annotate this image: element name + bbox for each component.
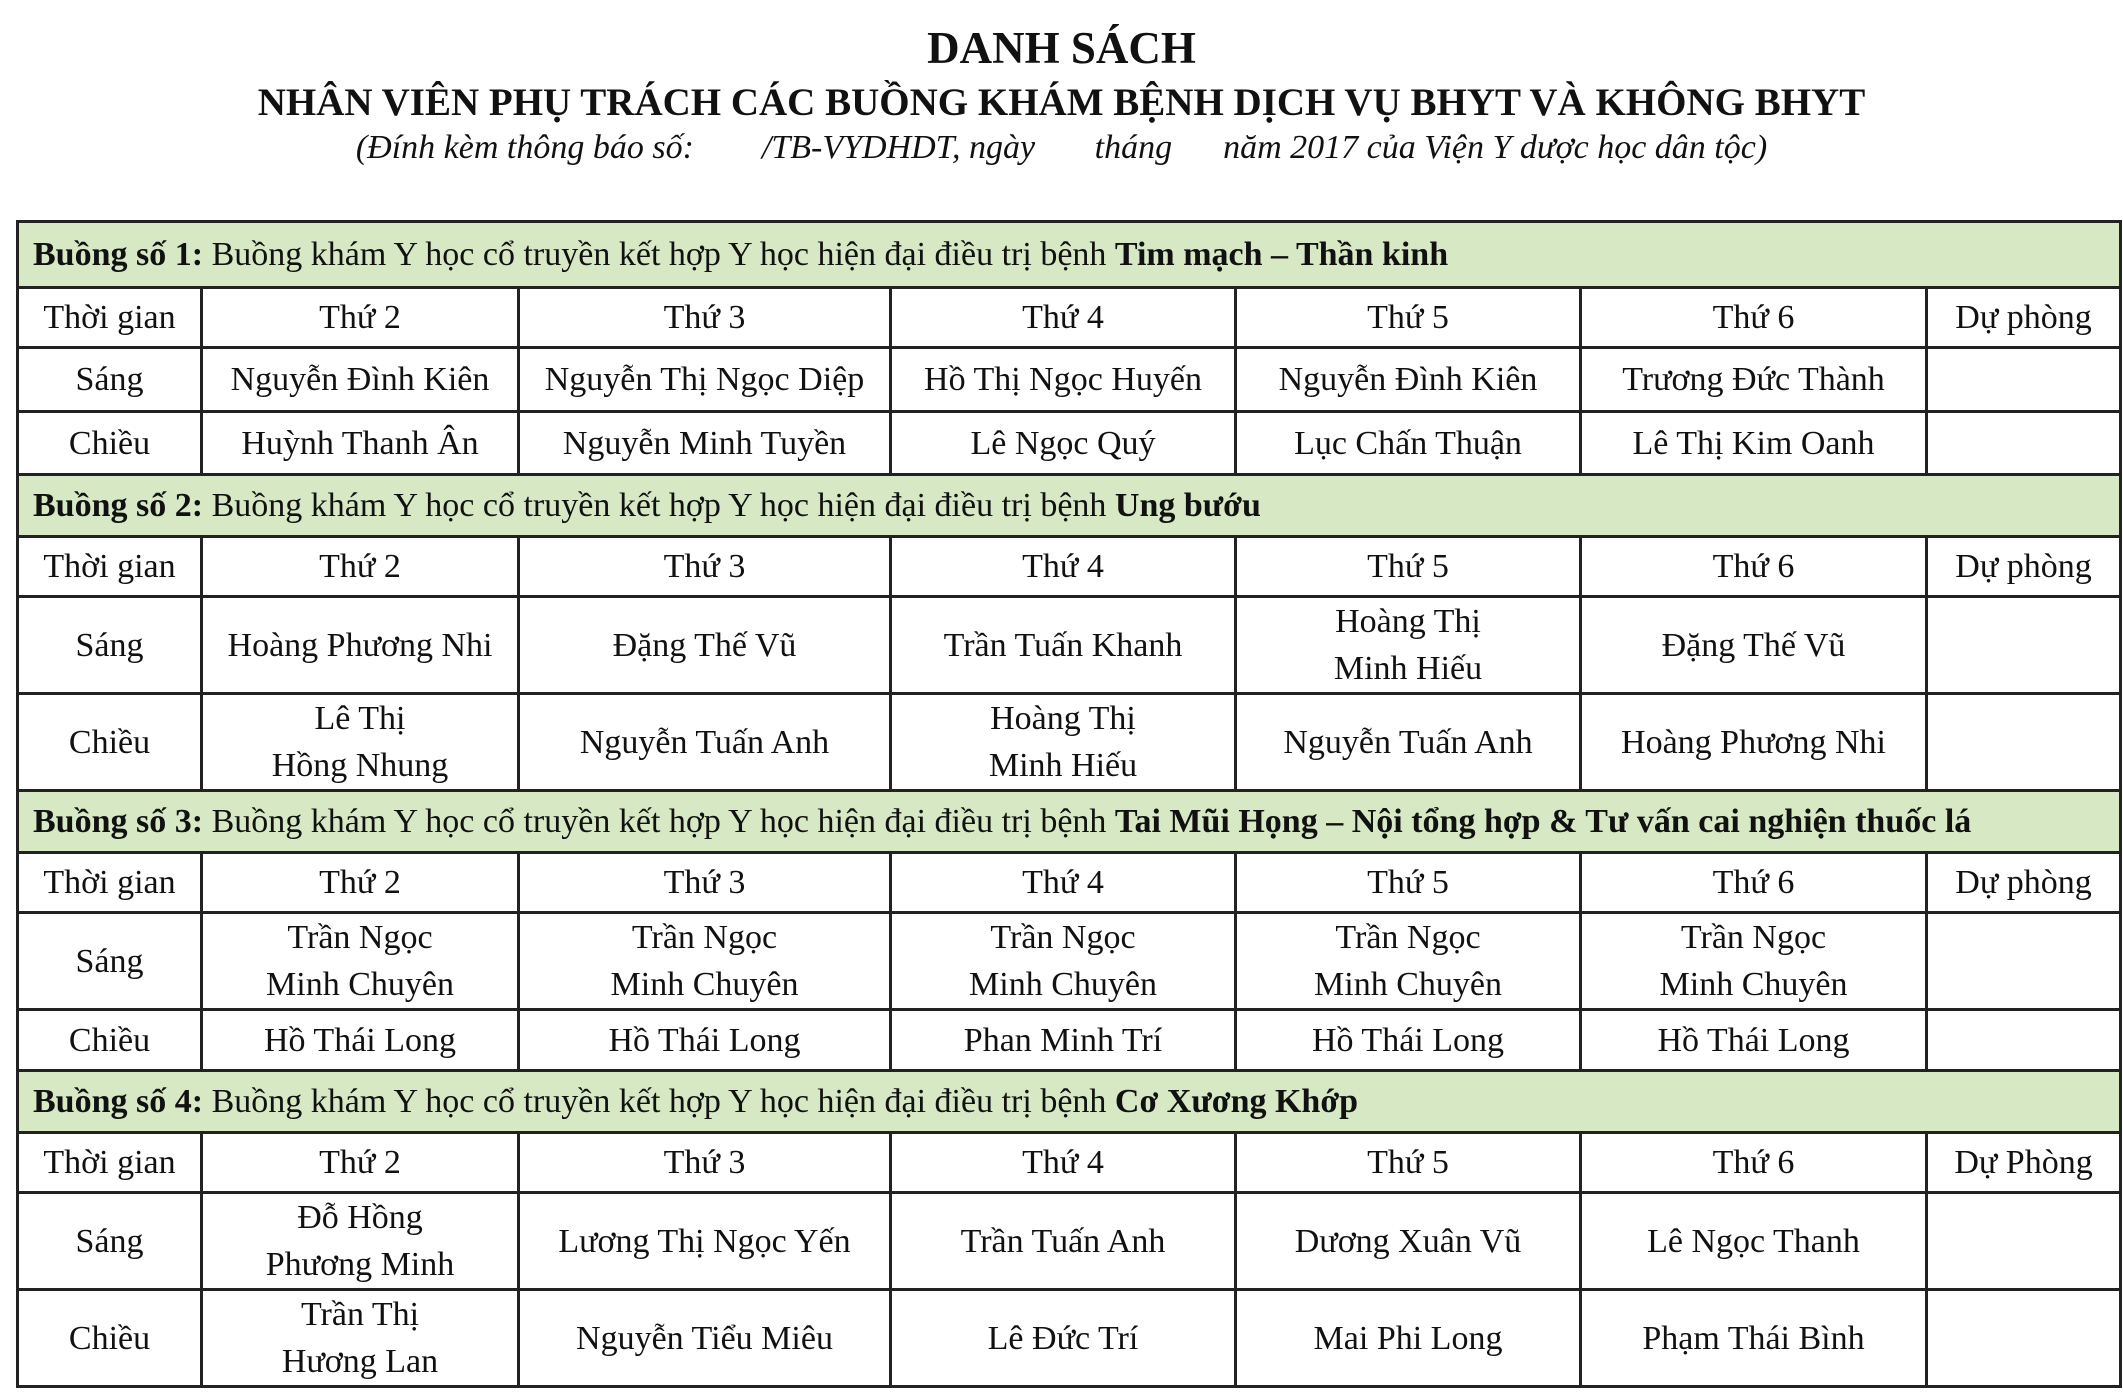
staff-cell [1581, 348, 1927, 412]
column-header: Thứ 4 [891, 853, 1236, 913]
staff-name: Nguyễn Thị Ngọc Diệp [544, 361, 865, 398]
staff-cell [891, 597, 1236, 694]
staff-name: Minh Chuyên [1314, 966, 1502, 1003]
staff-name: Minh Chuyên [266, 966, 454, 1003]
staff-cell [1236, 597, 1581, 694]
room-section-title [18, 475, 2121, 537]
room-description: Buồng khám Y học cổ truyền kết hợp Y học hiện đại điều trị bệnh [203, 236, 1115, 273]
staff-cell [202, 694, 519, 791]
room-label: Buồng số 2: [33, 487, 204, 524]
staff-cell [1927, 348, 2121, 412]
document-title: DANH SÁCH [927, 23, 1196, 73]
staff-name: Hoàng Thị [990, 700, 1136, 737]
staff-name: Hồng Nhung [271, 747, 449, 784]
staff-cell [202, 1193, 519, 1290]
column-header: Thứ 3 [519, 853, 891, 913]
room-label: Buồng số 4: [33, 1083, 204, 1120]
column-header: Dự Phòng [1927, 1133, 2121, 1193]
staff-cell [891, 1290, 1236, 1387]
staff-cell [519, 694, 891, 791]
staff-name: Minh Chuyên [1659, 966, 1848, 1003]
staff-name: Hồ Thị Ngọc Huyến [924, 361, 1202, 398]
staff-name: Lê Đức Trí [987, 1319, 1139, 1357]
column-header: Thứ 2 [202, 288, 519, 348]
column-header: Thời gian [18, 853, 202, 913]
column-header: Thứ 4 [891, 288, 1236, 348]
staff-cell [519, 597, 891, 694]
staff-name: Hồ Thái Long [1311, 1021, 1504, 1059]
staff-cell [1236, 694, 1581, 791]
table-row [18, 597, 2121, 694]
room-section-row [18, 791, 2121, 853]
room-disease: Cơ Xương Khớp [1114, 1083, 1359, 1120]
staff-name: Đỗ Hồng [297, 1199, 423, 1236]
period-cell: Chiều [18, 1010, 202, 1071]
column-header: Thứ 3 [519, 537, 891, 597]
staff-name: Trần Ngọc [990, 919, 1136, 956]
staff-name: Hồ Thái Long [608, 1021, 801, 1059]
staff-cell [891, 412, 1236, 475]
staff-cell [1581, 913, 1927, 1010]
staff-cell [1581, 694, 1927, 791]
staff-cell [202, 913, 519, 1010]
staff-name: Nguyễn Đình Kiên [1278, 361, 1538, 398]
staff-cell [1927, 913, 2121, 1010]
staff-cell [1927, 1010, 2121, 1071]
column-header: Thứ 3 [519, 288, 891, 348]
staff-cell [1236, 348, 1581, 412]
staff-name: Huỳnh Thanh Ân [241, 424, 479, 462]
column-header-row [18, 853, 2121, 913]
period-cell: Sáng [18, 348, 202, 412]
period-cell: Chiều [18, 1290, 202, 1387]
column-header: Thứ 2 [202, 1133, 519, 1193]
room-description: Buồng khám Y học cổ truyền kết hợp Y học hiện đại điều trị bệnh [203, 803, 1115, 840]
staff-cell [1927, 1193, 2121, 1290]
staff-cell [519, 1193, 891, 1290]
room-description: Buồng khám Y học cổ truyền kết hợp Y học hiện đại điều trị bệnh [203, 1083, 1115, 1120]
column-header-row [18, 1133, 2121, 1193]
staff-cell [1581, 1010, 1927, 1071]
staff-name: Lê Thị Kim Oanh [1632, 424, 1875, 462]
table-row [18, 694, 2121, 791]
staff-name: Lương Thị Ngọc Yến [558, 1222, 851, 1260]
staff-cell [1927, 1290, 2121, 1387]
room-section-row [18, 222, 2121, 288]
staff-name: Lê Thị [314, 700, 406, 737]
staff-name: Trần Ngọc [1335, 919, 1481, 956]
column-header: Thứ 2 [202, 537, 519, 597]
staff-name: Lê Ngọc Thanh [1647, 1222, 1860, 1260]
staff-name: Phương Minh [265, 1246, 455, 1283]
staff-cell [1581, 597, 1927, 694]
staff-cell [519, 412, 891, 475]
column-header: Thời gian [18, 288, 202, 348]
room-label: Buồng số 3: [33, 803, 204, 840]
column-header: Thứ 5 [1236, 1133, 1581, 1193]
room-label: Buồng số 1: [33, 236, 204, 273]
staff-name: Trần Tuấn Khanh [943, 626, 1183, 664]
schedule-body [18, 222, 2121, 1387]
staff-cell [1236, 1193, 1581, 1290]
table-row [18, 1290, 2121, 1387]
staff-cell [519, 1010, 891, 1071]
staff-name: Minh Hiếu [1333, 650, 1483, 687]
table-row [18, 913, 2121, 1010]
room-section-title [18, 1071, 2121, 1133]
staff-cell [891, 348, 1236, 412]
staff-name: Nguyễn Tiểu Miêu [576, 1319, 833, 1357]
staff-cell [1236, 1290, 1581, 1387]
column-header: Thứ 6 [1581, 853, 1927, 913]
table-row [18, 1010, 2121, 1071]
column-header: Dự phòng [1927, 288, 2121, 348]
staff-cell [519, 913, 891, 1010]
room-disease: Ung bướu [1114, 487, 1261, 524]
staff-name: Mai Phi Long [1313, 1319, 1503, 1357]
staff-cell [1927, 412, 2121, 475]
room-disease: Tai Mũi Họng – Nội tổng hợp & Tư vấn cai nghiện thuốc lá [1114, 803, 1972, 840]
column-header: Thứ 4 [891, 537, 1236, 597]
period-cell: Sáng [18, 913, 202, 1010]
staff-name: Hồ Thái Long [263, 1021, 456, 1059]
staff-cell [1927, 694, 2121, 791]
staff-name: Nguyễn Đình Kiên [230, 361, 490, 398]
room-section-row [18, 1071, 2121, 1133]
column-header: Thứ 3 [519, 1133, 891, 1193]
column-header: Thời gian [18, 1133, 202, 1193]
staff-name: Hoàng Phương Nhi [227, 626, 493, 664]
staff-cell [202, 412, 519, 475]
staff-cell [1927, 597, 2121, 694]
staff-cell [1236, 1010, 1581, 1071]
staff-name: Trần Tuấn Anh [960, 1222, 1166, 1260]
staff-cell [1236, 913, 1581, 1010]
staff-cell [519, 1290, 891, 1387]
staff-name: Dương Xuân Vũ [1294, 1222, 1522, 1260]
room-section-title [18, 222, 2121, 288]
staff-cell [891, 1010, 1236, 1071]
staff-name: Minh Hiếu [988, 747, 1138, 784]
column-header: Thứ 4 [891, 1133, 1236, 1193]
staff-name: Phạm Thái Bình [1642, 1319, 1865, 1357]
period-cell: Chiều [18, 694, 202, 791]
staff-name: Đặng Thế Vũ [612, 626, 797, 664]
staff-name: Đặng Thế Vũ [1661, 626, 1846, 664]
staff-name: Trần Ngọc [631, 919, 778, 956]
staff-cell [1581, 1290, 1927, 1387]
staff-cell [891, 913, 1236, 1010]
column-header: Thứ 6 [1581, 288, 1927, 348]
staff-name: Minh Chuyên [610, 966, 799, 1003]
column-header: Thời gian [18, 537, 202, 597]
staff-cell [519, 348, 891, 412]
room-disease: Tim mạch – Thần kinh [1114, 236, 1449, 273]
staff-name: Nguyễn Minh Tuyền [562, 424, 847, 462]
table-row [18, 412, 2121, 475]
period-cell: Sáng [18, 597, 202, 694]
period-cell: Sáng [18, 1193, 202, 1290]
staff-cell [202, 1290, 519, 1387]
staff-cell [1236, 412, 1581, 475]
column-header: Thứ 2 [202, 853, 519, 913]
staff-name: Minh Chuyên [969, 966, 1157, 1003]
staff-name: Hoàng Phương Nhi [1621, 723, 1886, 761]
staff-name: Trần Thị [300, 1296, 420, 1333]
staff-cell [202, 1010, 519, 1071]
room-section-row [18, 475, 2121, 537]
staff-name: Hoàng Thị [1335, 603, 1481, 640]
staff-name: Hồ Thái Long [1657, 1021, 1850, 1059]
staff-name: Hương Lan [281, 1343, 439, 1380]
column-header: Thứ 5 [1236, 853, 1581, 913]
room-description: Buồng khám Y học cổ truyền kết hợp Y học hiện đại điều trị bệnh [203, 487, 1115, 524]
column-header: Thứ 5 [1236, 537, 1581, 597]
staff-cell [891, 694, 1236, 791]
document-subtitle: NHÂN VIÊN PHỤ TRÁCH CÁC BUỒNG KHÁM BỆNH DỊCH VỤ BHYT VÀ KHÔNG BHYT [257, 81, 1866, 124]
staff-name: Nguyễn Tuấn Anh [1283, 723, 1533, 761]
staff-cell [1581, 412, 1927, 475]
column-header: Thứ 6 [1581, 1133, 1927, 1193]
period-cell: Chiều [18, 412, 202, 475]
column-header: Thứ 6 [1581, 537, 1927, 597]
room-section-title [18, 791, 2121, 853]
table-row [18, 1193, 2121, 1290]
staff-name: Nguyễn Tuấn Anh [579, 723, 830, 761]
document-note: (Đính kèm thông báo số: /TB-VYDHDT, ngày tháng năm 2017 của Viện Y dược học dân tộc) [355, 129, 1768, 166]
staff-cell [1581, 1193, 1927, 1290]
staff-cell [891, 1193, 1236, 1290]
staff-name: Lục Chấn Thuận [1294, 424, 1522, 462]
staff-name: Trần Ngọc [1680, 919, 1827, 956]
staff-cell [202, 348, 519, 412]
staff-name: Trương Đức Thành [1622, 361, 1885, 398]
staff-name: Trần Ngọc [287, 919, 433, 956]
column-header: Thứ 5 [1236, 288, 1581, 348]
column-header-row [18, 288, 2121, 348]
table-row [18, 348, 2121, 412]
schedule-table [16, 220, 2122, 1388]
staff-name: Lê Ngọc Quý [970, 424, 1156, 462]
column-header: Dự phòng [1927, 853, 2121, 913]
column-header-row [18, 537, 2121, 597]
staff-cell [202, 597, 519, 694]
staff-name: Phan Minh Trí [963, 1021, 1163, 1059]
column-header: Dự phòng [1927, 537, 2121, 597]
